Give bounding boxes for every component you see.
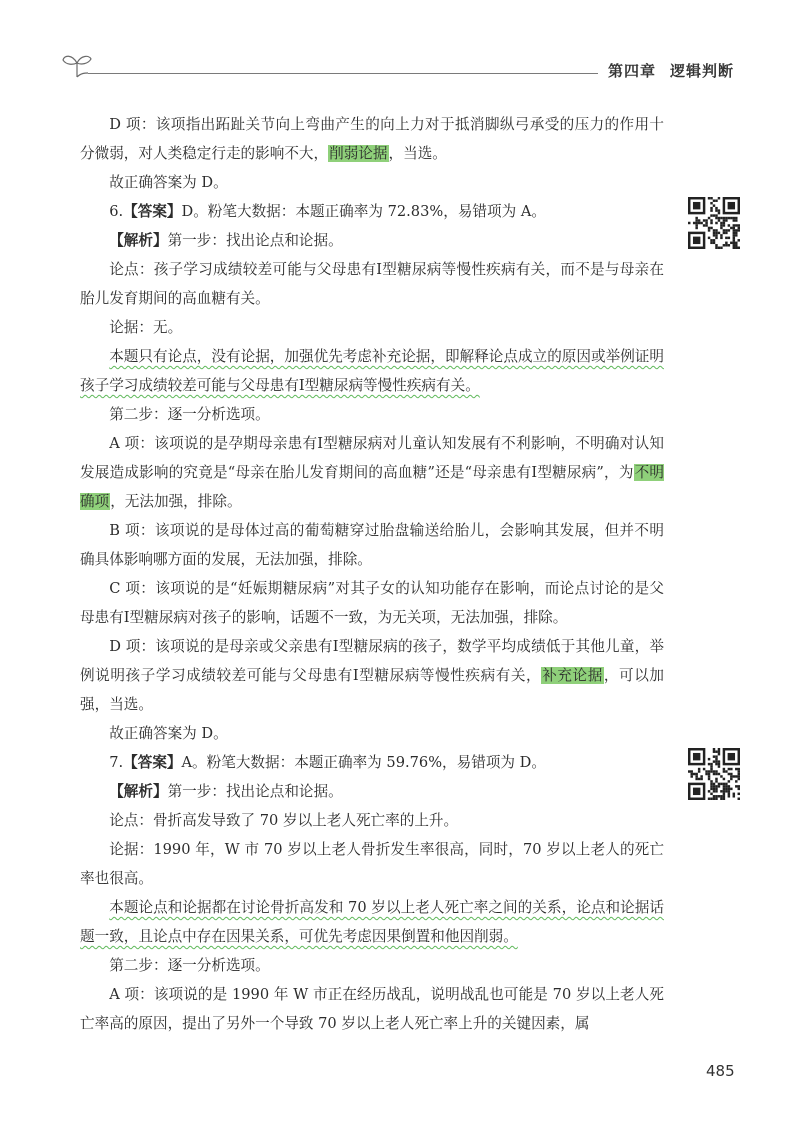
paragraph-text: A 项：该项说的是 1990 年 W 市正在经历战乱，说明战乱也可能是 70 岁以上老人死亡率高的原因，提出了另外一个导致 70 岁以上老人死亡率上升的关键因素，属 [80, 986, 664, 1032]
paragraph-text: 故正确答案为 D。 [109, 725, 228, 742]
paragraph [80, 748, 664, 777]
paragraph-text: D。粉笔大数据：本题正确率为 72.83%，易错项为 A。 [181, 203, 546, 220]
paragraph-text: 论点：孩子学习成绩较差可能与父母患有Ⅰ型糖尿病等慢性疾病有关，而不是与母亲在胎儿发育期间的高血糖有关。 [80, 261, 664, 307]
chapter-label: 第四章 [608, 62, 657, 80]
paragraph [80, 574, 664, 632]
section-tag: 【答案】 [123, 754, 182, 771]
paragraph [80, 951, 664, 980]
paragraph-text: ，可以加强，当选。 [80, 667, 664, 713]
paragraph [80, 168, 664, 197]
paragraph [80, 806, 664, 835]
page-body [80, 110, 664, 1038]
paragraph [80, 632, 664, 719]
paragraph-text: 第一步：找出论点和论据。 [167, 783, 343, 800]
paragraph [80, 255, 664, 313]
paragraph [80, 110, 664, 168]
paragraph-text: D 项：该项说的是母亲或父亲患有Ⅰ型糖尿病的孩子，数学平均成绩低于其他儿童，举例说明孩子学习成绩较差可能与父母患有Ⅰ型糖尿病等慢性疾病有关， [80, 638, 664, 684]
section-tag: 【解析】 [109, 783, 168, 800]
highlight-term: 削弱论据 [329, 145, 388, 162]
paragraph [80, 835, 664, 893]
paragraph [80, 893, 664, 951]
paragraph [80, 313, 664, 342]
question-number: 7. [109, 754, 124, 771]
paragraph-text: 第二步：逐一分析选项。 [109, 406, 270, 423]
paragraph [80, 777, 664, 806]
page-number: 485 [706, 1062, 735, 1080]
paragraph [80, 226, 664, 255]
paragraph-text: ，无法加强，排除。 [110, 493, 242, 510]
paragraph [80, 516, 664, 574]
paragraph-text: 论据：无。 [109, 319, 183, 336]
emphasis-text: 本题论点和论据都在讨论骨折高发和 70 岁以上老人死亡率之间的关系，论点和论据话题一致，且论点中存在因果关系，可优先考虑因果倒置和他因削弱。 [80, 899, 664, 945]
paragraph-text: ，当选。 [388, 145, 447, 162]
paragraph [80, 400, 664, 429]
paragraph-text: 论点：骨折高发导致了 70 岁以上老人死亡率的上升。 [109, 812, 459, 829]
paragraph [80, 429, 664, 516]
paragraph [80, 719, 664, 748]
paragraph-text: 论据：1990 年，W 市 70 岁以上老人骨折发生率很高，同时，70 岁以上老人的死亡率也很高。 [80, 841, 664, 887]
paragraph-text: C 项：该项说的是“妊娠期糖尿病”对其子女的认知功能存在影响，而论点讨论的是父母患有Ⅰ型糖尿病对孩子的影响，话题不一致，为无关项，无法加强，排除。 [80, 580, 664, 626]
qr-code-icon [688, 748, 740, 800]
question-number: 6. [109, 203, 124, 220]
paragraph-text: A。粉笔大数据：本题正确率为 59.76%，易错项为 D。 [181, 754, 546, 771]
emphasis-text: 本题只有论点，没有论据，加强优先考虑补充论据，即解释论点成立的原因或举例证明孩子学习成绩较差可能与父母患有Ⅰ型糖尿病等慢性疾病有关。 [80, 348, 664, 394]
paragraph [80, 980, 664, 1038]
chapter-header [608, 60, 734, 81]
section-label: 逻辑判断 [670, 62, 735, 80]
section-tag: 【解析】 [109, 232, 168, 249]
header-rule [88, 73, 598, 74]
highlight-term: 不明确项 [80, 464, 664, 510]
paragraph [80, 197, 664, 226]
paragraph-text: A 项：该项说的是孕期母亲患有Ⅰ型糖尿病对儿童认知发展有不利影响，不明确对认知发展造成影响的究竟是“母亲在胎儿发育期间的高血糖”还是“母亲患有Ⅰ型糖尿病”，为 [80, 435, 664, 481]
paragraph-text: 第一步：找出论点和论据。 [167, 232, 343, 249]
section-tag: 【答案】 [123, 203, 182, 220]
qr-code-icon [688, 197, 740, 249]
paragraph-text: D 项：该项指出跖趾关节向上弯曲产生的向上力对于抵消脚纵弓承受的压力的作用十分微弱，对人类稳定行走的影响不大， [80, 116, 664, 162]
paragraph-text: 故正确答案为 D。 [109, 174, 228, 191]
leaf-sprout-icon [60, 50, 94, 80]
paragraph-text: B 项：该项说的是母体过高的葡萄糖穿过胎盘输送给胎儿，会影响其发展，但并不明确具体影响哪方面的发展，无法加强，排除。 [80, 522, 664, 568]
paragraph-text: 第二步：逐一分析选项。 [109, 957, 270, 974]
paragraph [80, 342, 664, 400]
highlight-term: 补充论据 [542, 667, 603, 684]
